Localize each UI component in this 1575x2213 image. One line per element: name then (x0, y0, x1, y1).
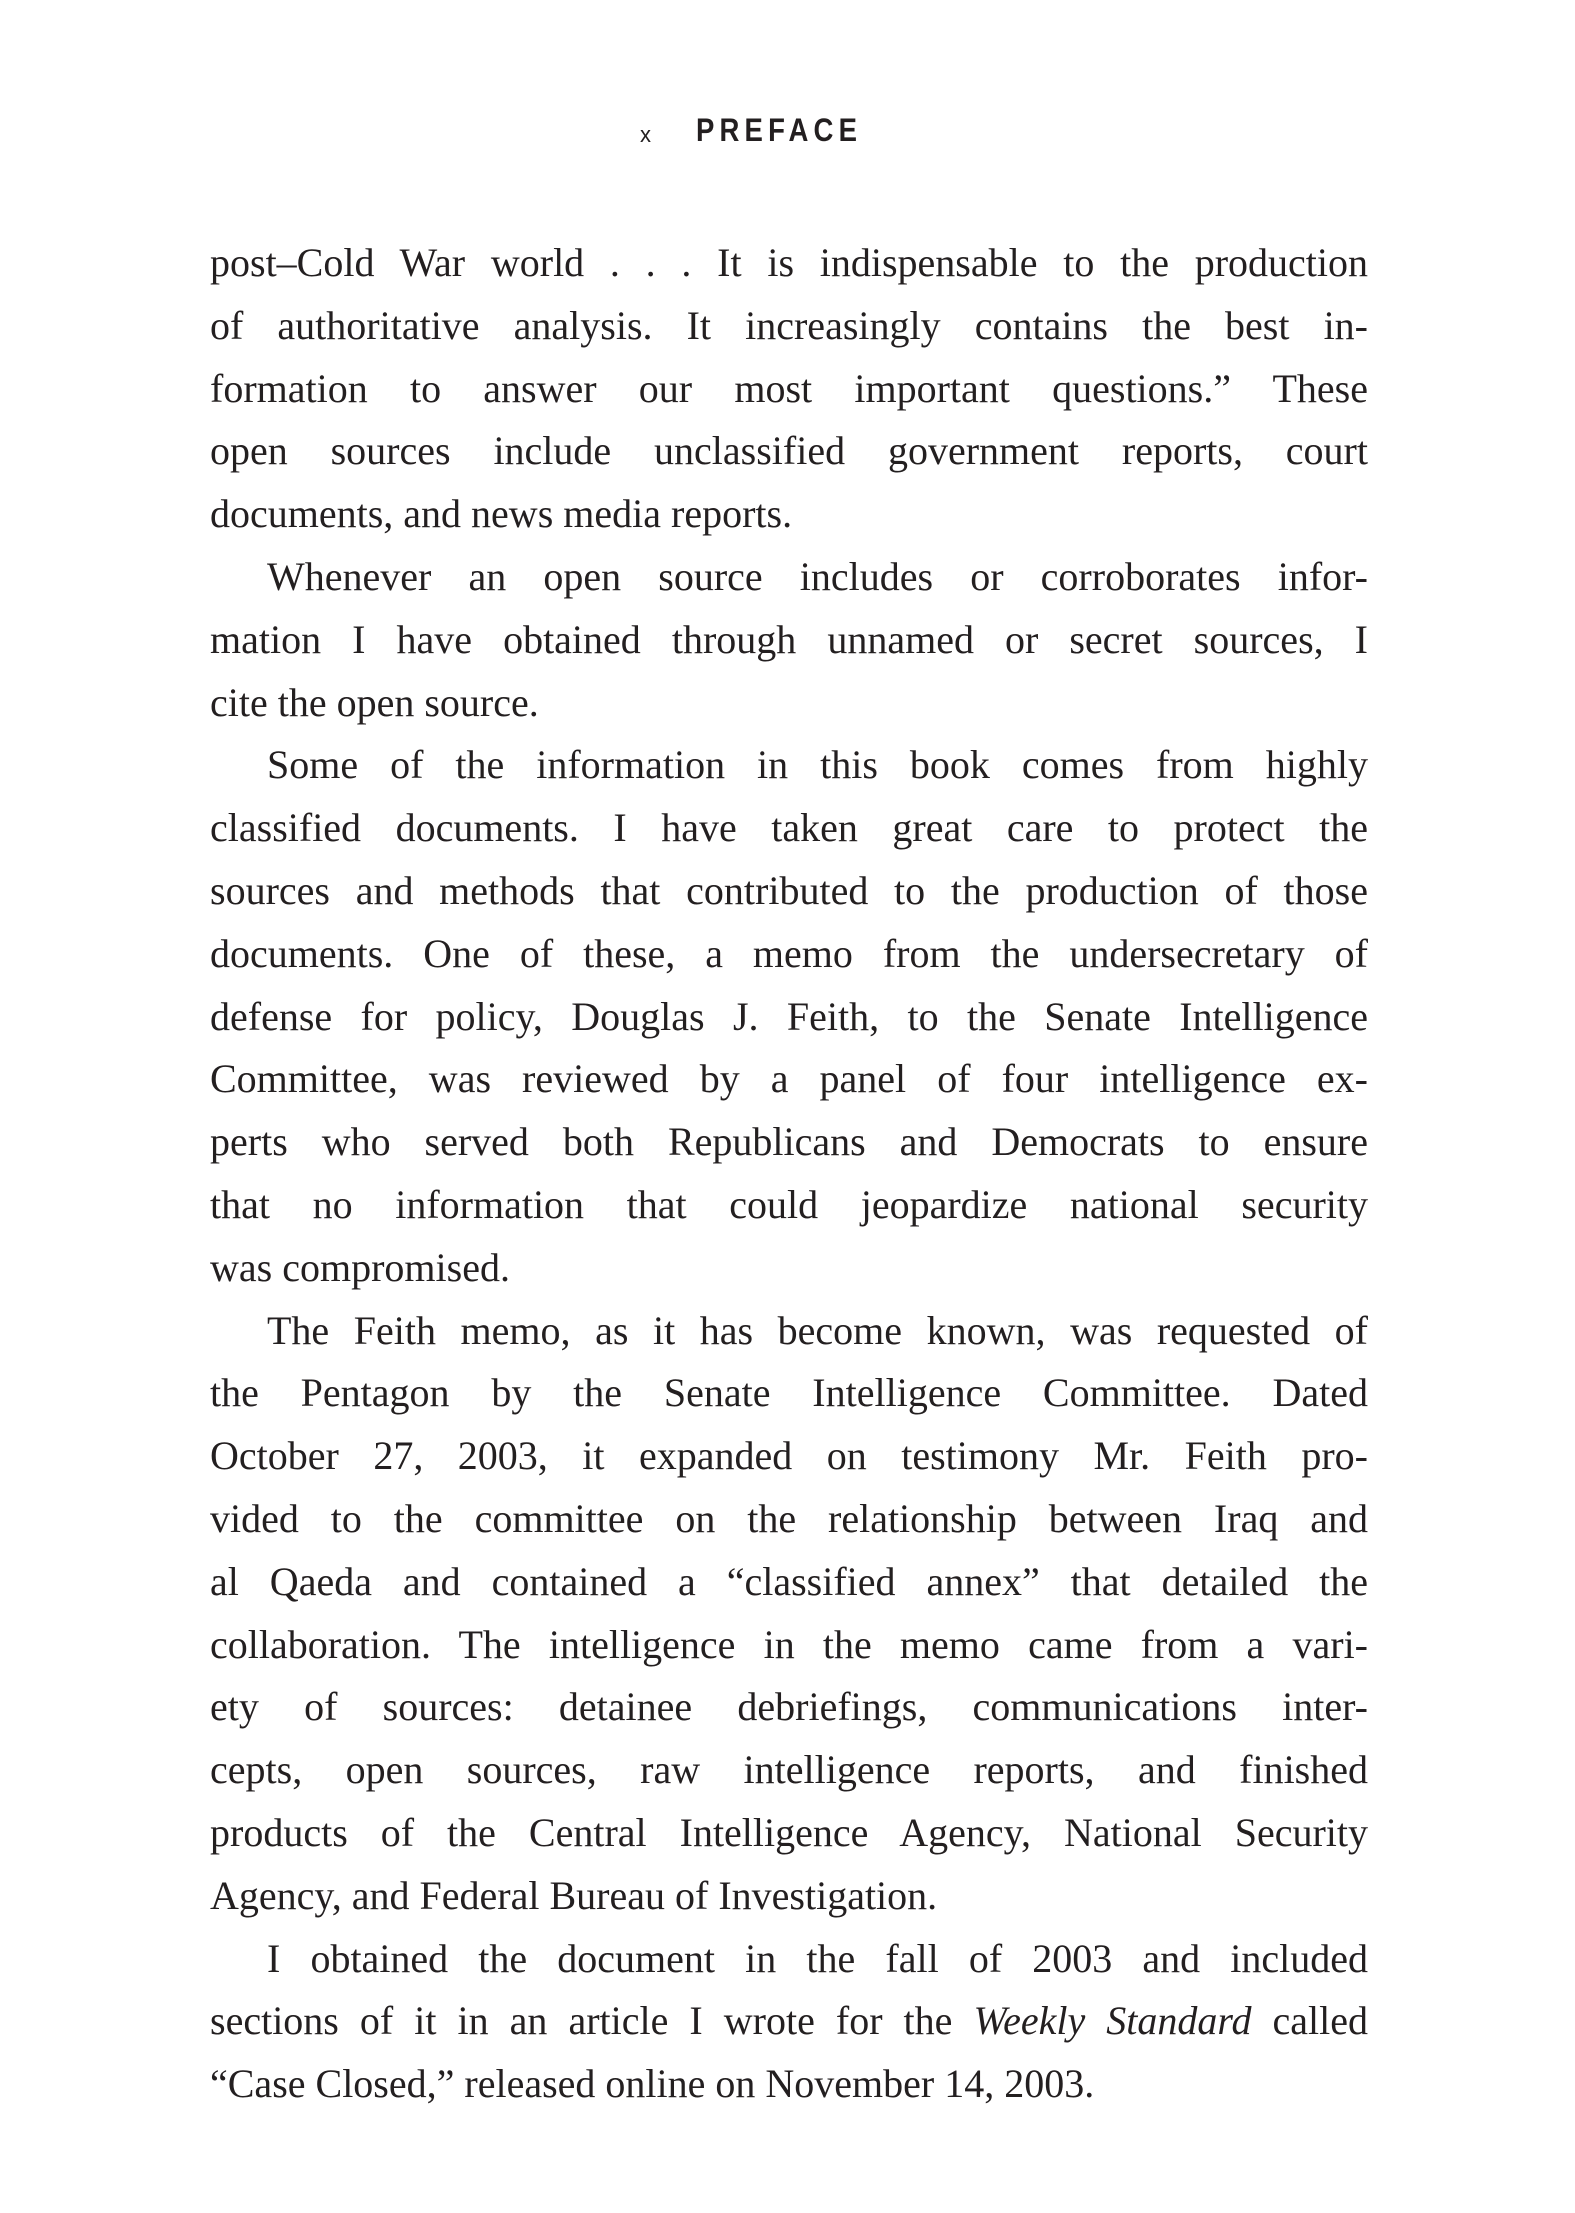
page-number: x (640, 122, 651, 147)
text-line: cite the open source. (210, 679, 539, 725)
text-line: documents. One of these, a memo from the undersecretary of (210, 930, 1368, 976)
text-line: cepts, open sources, raw intelligence reports, and finished (210, 1747, 1368, 1793)
text-line: was compromised. (210, 1244, 510, 1290)
text-line: “Case Closed,” released online on November 14, 2003. (210, 2061, 1095, 2107)
running-head-title: PREFACE (696, 112, 863, 148)
text-line: Some of the information in this book comes from highly (267, 742, 1368, 788)
text-line: formation to answer our most important questions.” These (210, 365, 1368, 411)
text-line: Whenever an open source includes or corroborates infor- (267, 553, 1368, 599)
text-line: Committee, was reviewed by a panel of four intelligence ex- (210, 1056, 1368, 1102)
text-line: mation I have obtained through unnamed or secret sources, I (210, 616, 1368, 662)
text-line: perts who served both Republicans and Democrats to ensure (210, 1119, 1368, 1165)
text-line: The Feith memo, as it has become known, was requested of (267, 1307, 1368, 1353)
text-segment: called (1251, 1998, 1368, 2044)
text-line: ety of sources: detainee debriefings, communications inter- (210, 1684, 1368, 1730)
text-line: post–Cold War world . . . It is indispensable to the production (210, 240, 1368, 285)
text-line: al Qaeda and contained a “classified annex” that detailed the (210, 1558, 1368, 1604)
text-line: defense for policy, Douglas J. Feith, to the Senate Intelligence (210, 993, 1368, 1039)
text-line: that no information that could jeopardize national security (210, 1181, 1368, 1227)
text-line: open sources include unclassified government reports, court (210, 428, 1368, 474)
text-line: I obtained the document in the fall of 2003 and included (267, 1935, 1368, 1981)
text-line: Agency, and Federal Bureau of Investigation. (210, 1872, 938, 1918)
text-line: collaboration. The intelligence in the memo came from a vari- (210, 1621, 1368, 1667)
text-line: the Pentagon by the Senate Intelligence Committee. Dated (210, 1370, 1368, 1416)
text-line: of authoritative analysis. It increasingly contains the best in- (210, 302, 1368, 348)
running-header (0, 112, 1575, 156)
text-line: classified documents. I have taken great care to protect the (210, 805, 1368, 851)
body-text (210, 232, 1368, 2116)
text-line: documents, and news media reports. (210, 491, 793, 537)
text-line (210, 1990, 1368, 2053)
text-line: October 27, 2003, it expanded on testimony Mr. Feith pro- (210, 1433, 1368, 1479)
text-line: vided to the committee on the relationship between Iraq and (210, 1495, 1368, 1541)
text-segment: sections of it in an article I wrote for the (210, 1998, 974, 2044)
text-line: products of the Central Intelligence Agency, National Security (210, 1809, 1368, 1855)
publication-title: Weekly Standard (973, 1998, 1252, 2044)
text-line: sources and methods that contributed to the production of those (210, 867, 1368, 913)
